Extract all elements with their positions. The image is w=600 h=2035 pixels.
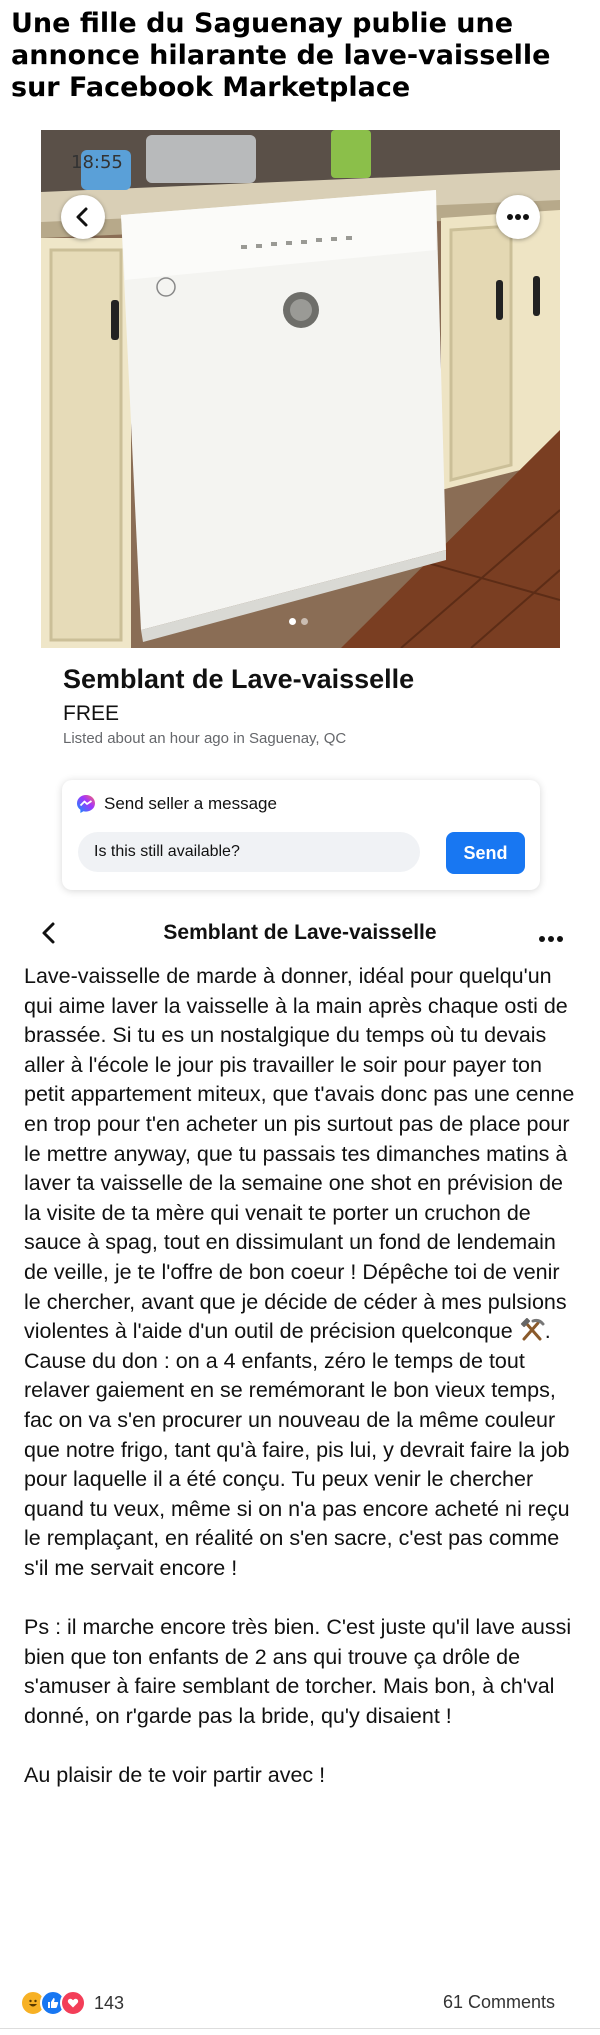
carousel-indicator (289, 618, 308, 625)
reactions-summary[interactable] (20, 1990, 124, 2016)
send-button[interactable]: Send (446, 832, 525, 874)
hammer-and-pick-icon (519, 1318, 545, 1342)
message-header (76, 794, 277, 814)
description-paragraph (24, 962, 580, 1583)
description-paragraph: Ps : il marche encore très bien. C'est juste qu'il lave aussi bien que ton enfants de 2 ans qui trouve ça drôle de s'amuser à faire semblant de torcher. Mais bon, à ch'val donné, on r'garde pas la bride, qu'y disaient ! (24, 1615, 572, 1728)
listing-meta: Listed about an hour ago in Saguenay, QC (63, 730, 347, 747)
chevron-left-icon (72, 206, 94, 228)
detail-more-button[interactable] (538, 930, 564, 948)
message-seller-card (62, 780, 540, 890)
dishwasher-photo (41, 130, 560, 648)
divider (0, 2028, 600, 2029)
message-header-label: Send seller a message (104, 794, 277, 813)
listing-description (24, 962, 580, 1820)
article-headline: Une fille du Saguenay publie une annonce hilarante de lave-vaisselle sur Facebook Marketplace (11, 8, 551, 103)
message-input[interactable] (78, 832, 420, 872)
listing-price: FREE (63, 702, 120, 725)
photo-back-button[interactable] (61, 195, 105, 239)
carousel-dot (301, 618, 308, 625)
listing-title: Semblant de Lave-vaisselle (63, 664, 415, 694)
detail-title: Semblant de Lave-vaisselle (163, 921, 437, 944)
reaction-count: 143 (94, 1992, 125, 2013)
chevron-left-icon (38, 921, 62, 945)
love-icon (60, 1990, 86, 2016)
comments-link[interactable]: 61 Comments (443, 1992, 556, 2012)
description-paragraph: Au plaisir de te voir partir avec ! (24, 1763, 326, 1788)
detail-back-button[interactable] (38, 921, 62, 945)
photo-more-button[interactable] (496, 195, 540, 239)
messenger-icon (76, 794, 96, 814)
listing-photo[interactable] (41, 130, 560, 648)
description-text: . Cause du don : on a 4 enfants, zéro le temps de tout relaver gaiement en se remémorant le bon vieux temps, fac on va s'en procurer un nouveau de la même couleur que notre frigo, tant qu'à faire, pis lui, y devrait faire la job pour laquelle il a été conçu. Tu peux venir le chercher quand tu veux, même si on n'a pas encore acheté ni reçu le remplaçant, en réalité on s'en sacre, c'est pas comme s'il me servait encore ! (24, 1319, 570, 1580)
description-text: Lave-vaisselle de marde à donner, idéal pour quelqu'un qui aime laver la vaisselle à la main après chaque osti de brassée. Si tu es un nostalgique du temps où tu devais aller à l'école le jour pis travailler le soir pour payer ton petit appartement miteux, que t'avais donc pas une cenne en trop pour t'en acheter un pis surtout pas de place pour le mettre anyway, que tu passais tes dimanches matins à laver ta vaisselle de la semaine one shot en prévision de la visite de ta mère qui venait te porter un cruchon de sauce à spag, tout en dissimulant un fond de lendemain de veille, je te l'offre de bon coeur ! Dépêche toi de venir le chercher, avant que je décide de céder à mes pulsions violentes à l'aide d'un outil de précision quelconque (24, 964, 575, 1344)
status-time: 18:55 (71, 152, 123, 173)
more-horizontal-icon (538, 935, 564, 943)
more-horizontal-icon (506, 213, 530, 221)
carousel-dot (289, 618, 296, 625)
